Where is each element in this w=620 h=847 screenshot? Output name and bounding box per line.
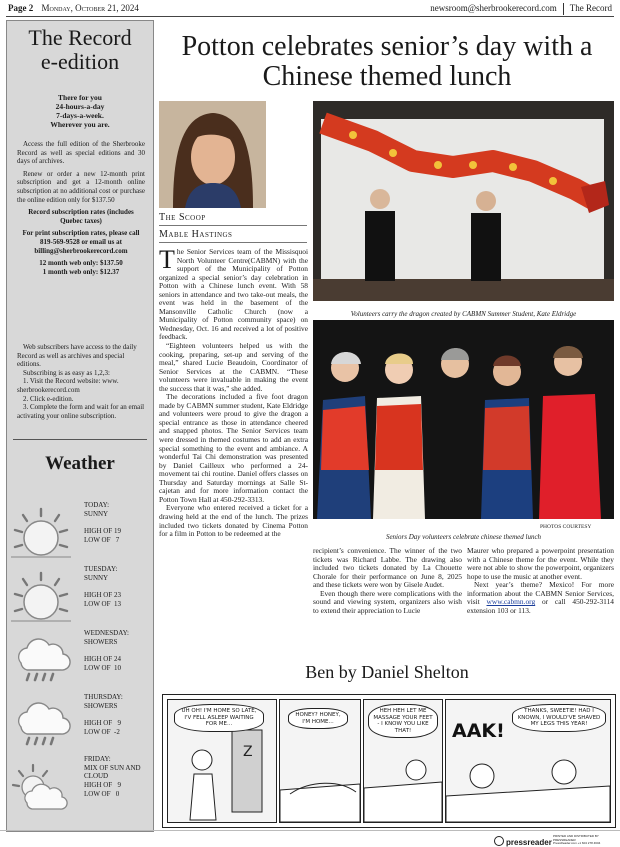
sun-cloud-icon [11,759,71,813]
weather-day: THURSDAY: SHOWERS HIGH OF 9 LOW OF -2 [7,693,153,757]
showers-icon [11,697,71,751]
speech-bubble: UH OH! I'M HOME SO LATE, I'V FELL ASLEEP WAITING FOR ME... [174,704,264,732]
paper-name: The Record [569,3,612,14]
comic-sound-effect: AAK! [452,720,505,742]
paragraph: Maurer who prepared a powerpoint presentation with a Chinese theme for the event. While they were not able to show the powerpoint, organizers hope to use the music at another event. [467,546,614,581]
website-link[interactable]: www.cabmn.org [486,597,536,607]
comic-panel [167,699,277,823]
paragraph: “Eighteen volunteers helped us with the cooking, preparing, set-up and serving of the meal,” shared Lucie Beaudoin, Coordinator of Senior Services at the CABMN. “These volunteers were invaluable in making the event the success that it was,” she added. [159,341,308,393]
newsroom-email[interactable]: newsroom@sherbrookerecord.com [430,3,557,14]
divider [13,439,147,440]
subscription-info: Access the full edition of the Sherbrooke Record as well as special editions and 30 days of archives. Renew or order a new 12-month print subscription and get a 12-month online subscription at no additional cost or purchase the online edition only for $137.50 Record subscription rates (includes Quebec taxes) For print subscription rates, please call 819-569-9528 or email us at billing@sherbrookerecord.com 12 month web only: $137.50 1 month web only: $12.37 [17,140,145,276]
photo-caption: Volunteers carry the dragon created by CABMN Summer Student, Kate Eldridge [350,310,577,318]
eedition-title: The Record e-edition [28,25,132,74]
volunteers-photo [313,320,614,519]
sun-icon [11,569,71,623]
drop-cap: T [159,248,175,274]
sun-icon [11,505,71,559]
page-number: Page 2 [8,3,34,13]
paragraph: The decorations included a five foot dragon made by CABMN summer student, Kate Eldridge and volunteers were proud to give the dragon a special entrance as those in attendance cheered and snapped photos. The Senior Services team were dressed in themed costumes to add an extra special something to the event and ambiance. A wonderful Tai Chi demonstration was presented by Daniel Cailleux who performed a 24-movement tai chi routine. Daniel offers classes on Thursday and Saturday mornings at Salle St-cajetan and for more information contact the Potton Town Hall at 450-292-3313. [159,392,308,504]
divider [0,830,620,831]
pressreader-fineprint: PRINTED AND DISTRIBUTED BY PRESSREADER PressReader.com +1 604 278 4604 [553,834,601,846]
speech-bubble: HONEY? HONEY, I'M HOME... [288,708,348,729]
sidebar [6,20,154,832]
speech-bubble: HEH HEH LET ME MASSAGE YOUR FEET - I KNOW YOU LIKE THAT! [368,704,438,738]
divider [159,225,307,226]
article-column [313,547,462,615]
paragraph: The Senior Services team of the Missisquoi North Volunteer Centre(CABMN) with the support of the Municipality of Potton organized a special senior’s day celebration in Potton with a Chinese lunch event. With 58 seniors in attendance and two take-out meals, the event was held in the basement of the Mansonville Catholic Church (now a Municipality of Potton community space) on Wednesday, Oct. 16 and received a lot of positive feedback. [159,248,308,342]
showers-icon [11,633,71,687]
author-name: Mable Hastings [159,229,233,240]
page-header [6,0,614,17]
paragraph: recipient’s convenience. The winner of the two tickets was Richard Labbe. The drawing also included two tickets donated by La Chouette Chorale for their performance on June 8, 2025 and these tickets were won by Gisele Audet. [313,546,462,590]
weather-day: TUESDAY: SUNNY HIGH OF 23 LOW OF 13 [7,565,153,629]
photo-credit: PHOTOS COURTESY [540,524,592,530]
paragraph: Next year’s theme? Mexico! For more information about the CABMN Senior Services, visit www.cabmn.org or call 450-292-3114 extension 103 or 113. [467,580,614,615]
weather-title: Weather [45,453,115,474]
comic-panel [363,699,443,823]
subscription-steps: Web subscribers have access to the daily Record as well as archives and special editions. Subscribing is as easy as 1,2,3: 1. Visit the Record website: www. sherbrookerecord.com 2. Click e-edition. 3. Complete the form and wait for an email activating your online subscription. [17,343,145,420]
dragon-photo [313,101,614,301]
weather-day: WEDNESDAY: SHOWERS HIGH OF 24 LOW OF 10 [7,629,153,693]
author-photo [159,101,266,208]
svg-text:Z: Z [243,744,253,760]
weather-day: FRIDAY: MIX OF SUN AND CLOUD HIGH OF 9 LOW OF 0 [7,755,153,819]
issue-date: Monday, October 21, 2024 [41,3,139,13]
article-headline: Potton celebrates senior’s day with a Chinese themed lunch [181,31,593,92]
paragraph: Even though there were complications with the sound and viewing system, organizers also wish to extend their appreciation to Lucie [313,588,462,615]
divider [159,242,307,243]
pressreader-logo: pressreader [494,836,552,847]
eedition-promo: There for you 24-hours-a-day 7-days-a-week. Wherever you are. [50,93,110,129]
comic-title: Ben by Daniel Shelton [305,662,469,682]
weather-day: TODAY: SUNNY HIGH OF 19 LOW OF 7 [7,501,153,565]
comic-panel [445,699,611,823]
comic-strip [162,694,616,828]
photo-caption: Seniors Day volunteers celebrate chinese themed lunch [385,533,542,541]
article-column [159,248,308,658]
section-label: The Scoop [159,212,206,223]
speech-bubble: THANKS, SWEETIE! HAD I KNOWN, I WOULD'VE SHAVED MY LEGS THIS YEAR! [512,704,606,732]
comic-panel [279,699,361,823]
article-column [467,547,614,615]
paragraph: Everyone who entered received a ticket for a drawing held at the end of the lunch. The prizes included two tickets donated by Cinema Potton for a film in Potton to be redeemed at the [159,503,308,539]
